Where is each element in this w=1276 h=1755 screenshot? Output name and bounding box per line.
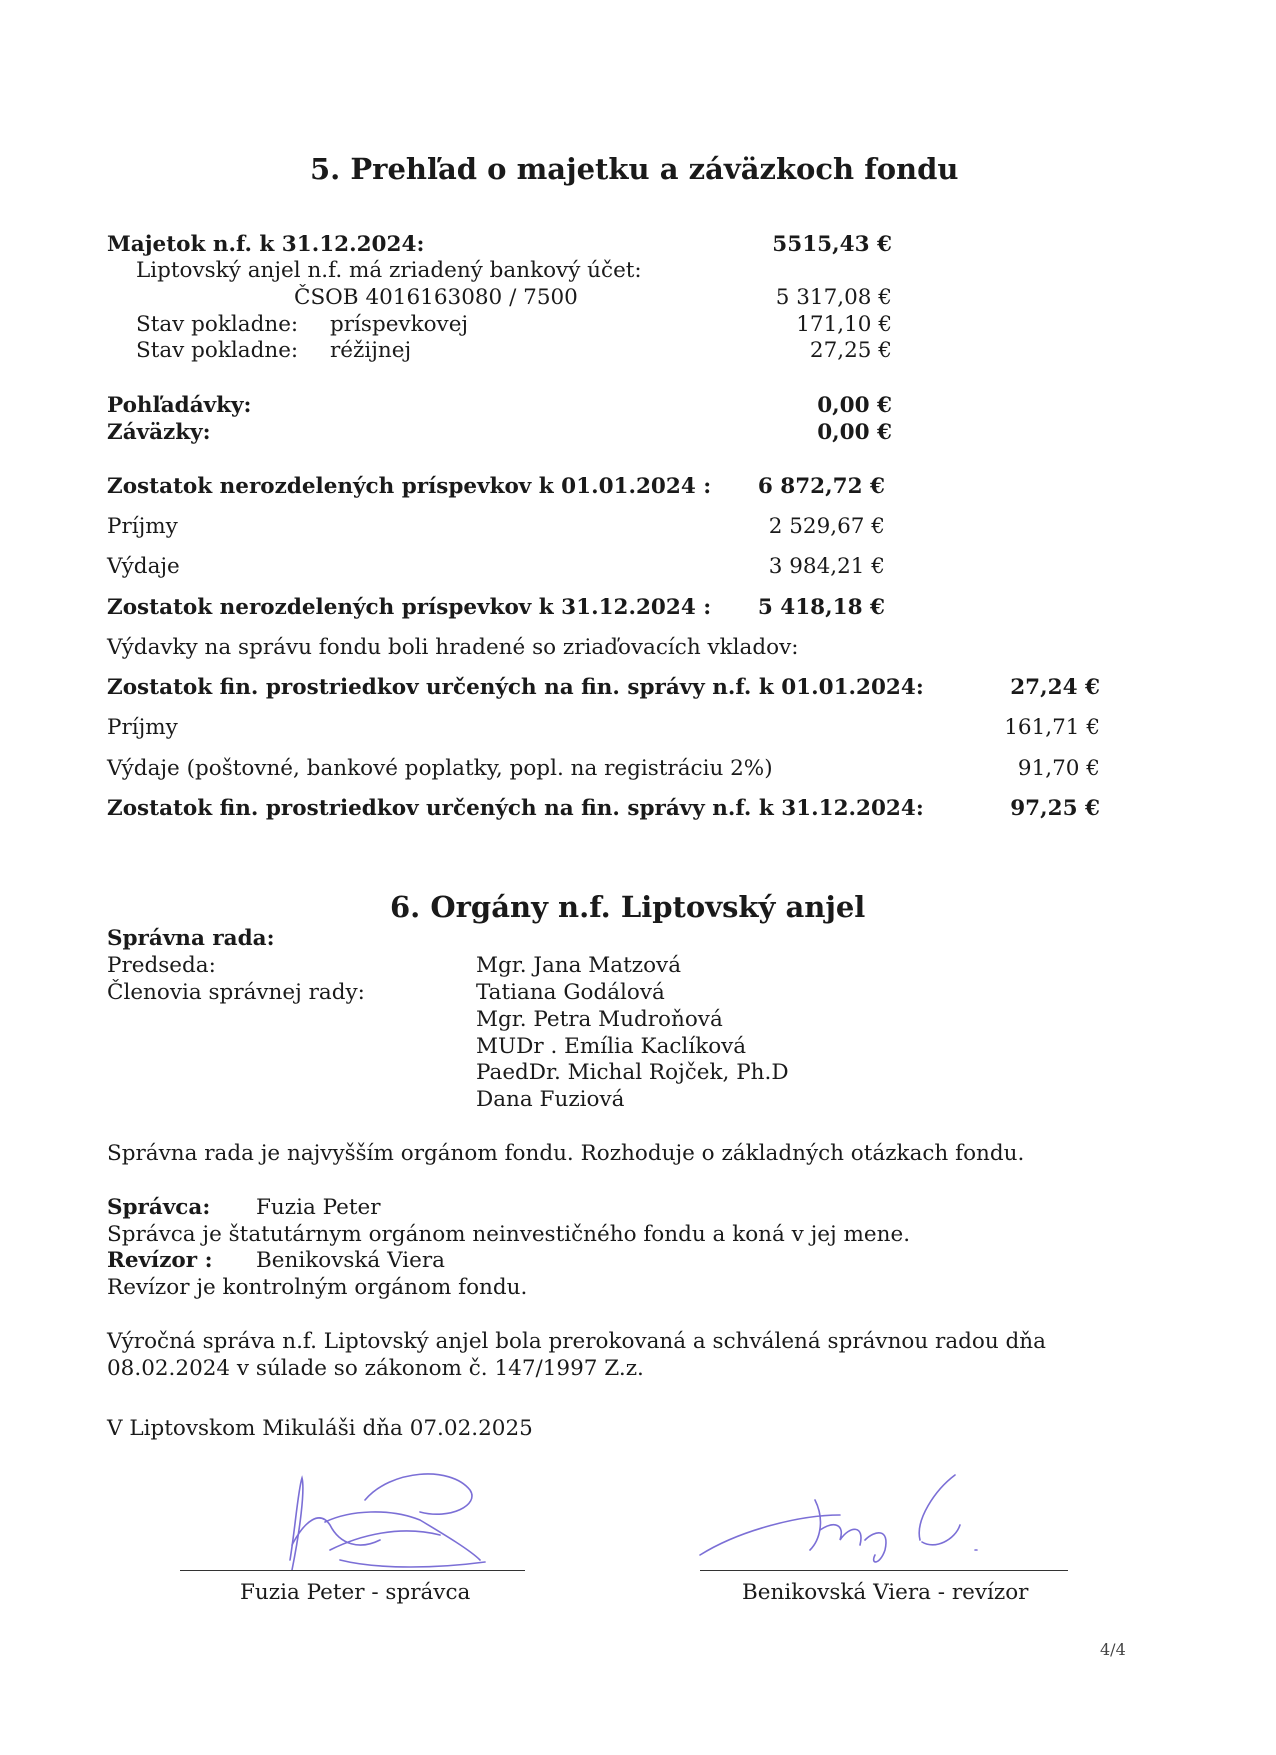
assets-label: Majetok n.f. k 31.12.2024: [107,232,425,257]
signature-line-left [180,1570,525,1571]
section6-title: 6. Orgány n.f. Liptovský anjel [390,890,866,924]
signature-line-right [700,1570,1068,1571]
admin-expense-label: Výdaje (poštovné, bankové poplatky, popl. na registráciu 2%) [107,756,773,781]
cash2-label: Stav pokladne: [136,338,299,363]
person-name: Tatiana Godálová [476,980,665,1005]
contrib-end-label: Zostatok nerozdelených príspevkov k 31.12.2024 : [107,595,712,620]
contrib-expense-label: Výdaje [107,554,180,579]
cash1-value: 171,10 € [796,312,892,337]
assets-total: 5515,43 € [772,232,892,257]
contrib-end-value: 5 418,18 € [757,595,885,620]
signature-right-icon [690,1470,1010,1580]
approval-line-2: 08.02.2024 v súlade so zákonom č. 147/1997 Z.z. [107,1356,644,1381]
administrator-description: Správca je štatutárnym orgánom neinvestičného fondu a koná v jej mene. [107,1222,911,1247]
liabilities-value: 0,00 € [817,420,892,445]
admin-income-label: Príjmy [107,715,178,740]
board-description: Správna rada je najvyšším orgánom fondu. Rozhoduje o základných otázkach fondu. [107,1141,1025,1166]
receivables-value: 0,00 € [817,393,892,418]
contrib-start-label: Zostatok nerozdelených príspevkov k 01.01.2024 : [107,474,712,499]
signature-right-caption: Benikovská Viera - revízor [742,1580,1029,1605]
members-label: Členovia správnej rady: [107,980,365,1005]
section5-title: 5. Prehľad o majetku a záväzkoch fondu [310,152,959,186]
receivables-label: Pohľadávky: [107,393,252,418]
admin-expense-value: 91,70 € [1017,756,1100,781]
admin-end-label: Zostatok fin. prostriedkov určených na fin. správy n.f. k 31.12.2024: [107,796,924,821]
approval-line-1: Výročná správa n.f. Liptovský anjel bola prerokovaná a schválená správnou radou dňa [107,1329,1046,1354]
place-date: V Liptovskom Mikuláši dňa 07.02.2025 [107,1416,533,1441]
person-name: Mgr. Petra Mudroňová [476,1007,723,1032]
cash2-value: 27,25 € [809,338,892,363]
auditor-label: Revízor : [107,1248,213,1273]
person-name: Dana Fuziová [476,1087,625,1112]
account-number: ČSOB 4016163080 / 7500 [294,285,578,310]
chair-label: Predseda: [107,953,216,978]
cash1-label: Stav pokladne: [136,312,299,337]
contrib-income-value: 2 529,67 € [768,514,885,539]
person-name: Mgr. Jana Matzová [476,953,682,978]
signature-left-icon [270,1450,530,1580]
admin-note: Výdavky na správu fondu boli hradené so zriaďovacích vkladov: [107,635,799,660]
board-heading: Správna rada: [107,926,275,951]
signature-left-caption: Fuzia Peter - správca [240,1580,471,1605]
admin-start-label: Zostatok fin. prostriedkov určených na fin. správy n.f. k 01.01.2024: [107,675,924,700]
auditor-description: Revízor je kontrolným orgánom fondu. [107,1275,528,1300]
page-number: 4/4 [1100,1640,1126,1659]
contrib-expense-value: 3 984,21 € [768,554,885,579]
contrib-income-label: Príjmy [107,514,178,539]
liabilities-label: Záväzky: [107,420,211,445]
admin-end-value: 97,25 € [1010,796,1100,821]
account-value: 5 317,08 € [775,285,892,310]
contrib-start-value: 6 872,72 € [757,474,885,499]
admin-start-value: 27,24 € [1010,675,1100,700]
person-name: MUDr . Emília Kaclíková [476,1034,747,1059]
cash1-type: príspevkovej [330,312,469,337]
person-name: PaedDr. Michal Rojček, Ph.D [476,1060,789,1085]
administrator-label: Správca: [107,1195,211,1220]
cash2-type: réžijnej [330,338,412,363]
account-text: Liptovský anjel n.f. má zriadený bankový účet: [136,258,642,283]
administrator-name: Fuzia Peter [256,1195,381,1220]
auditor-name: Benikovská Viera [256,1248,445,1273]
admin-income-value: 161,71 € [1004,715,1100,740]
